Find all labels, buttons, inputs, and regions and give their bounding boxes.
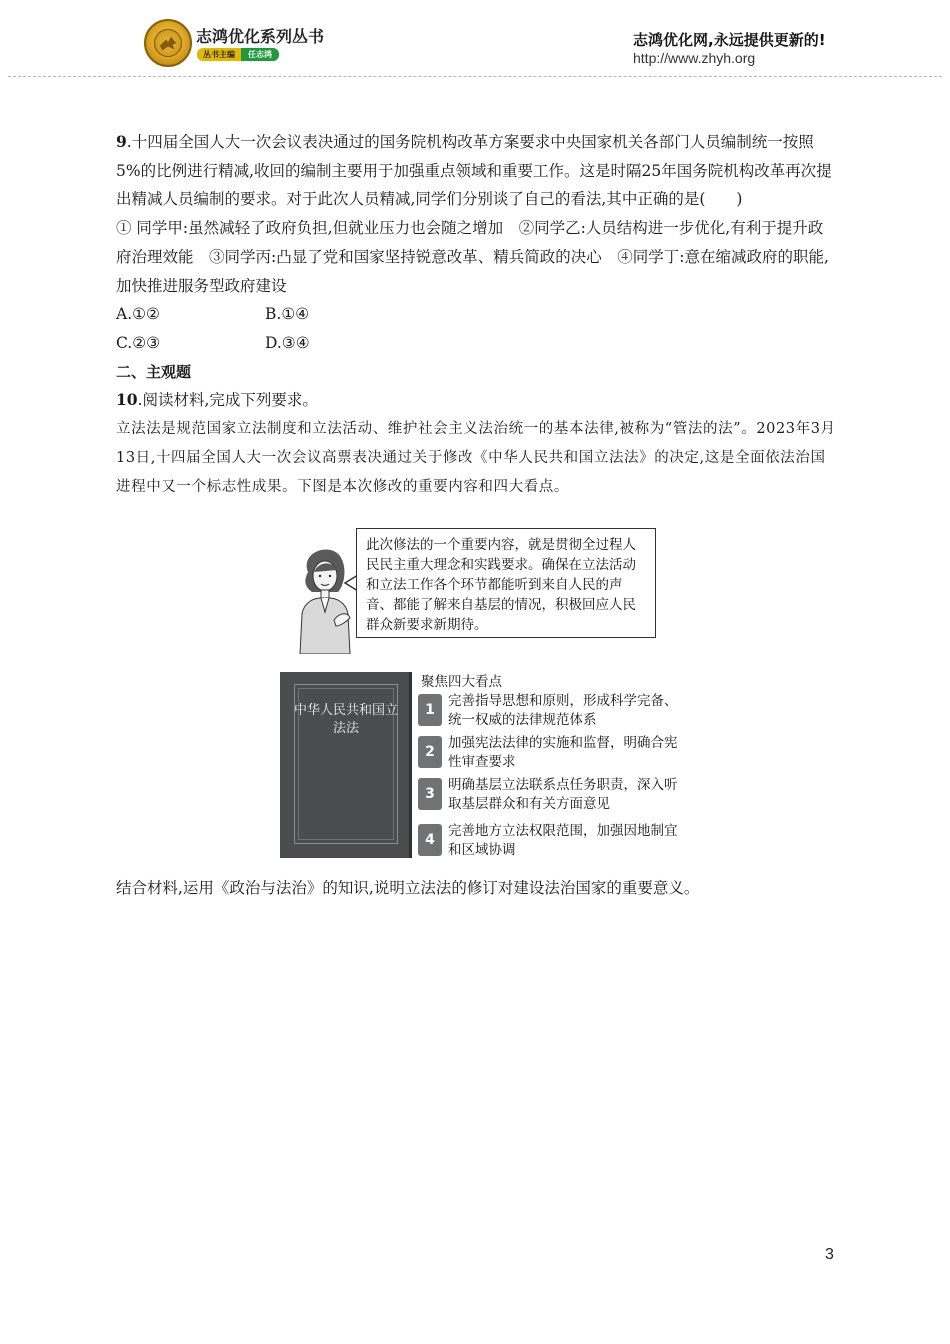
exam-content — [116, 128, 836, 502]
legislation-law-figure — [280, 526, 680, 861]
question-10-prompt — [116, 386, 836, 415]
site-url: http://www.zhyh.org — [633, 50, 756, 66]
option-c: C.②③ — [116, 333, 161, 352]
point-text: 完善地方立法权限范围，加强因地制宜和区域协调 — [448, 823, 678, 858]
speaking-woman-illustration — [290, 542, 360, 654]
series-title: 志鸿优化系列丛书 — [196, 27, 325, 46]
book-title: 中华人民共和国立法法 — [294, 703, 399, 736]
question-10-number: 10 — [116, 390, 138, 410]
question-9-number: 9 — [116, 132, 127, 151]
section-heading: 二、主观题 — [116, 362, 192, 381]
eagle-emblem-icon — [146, 21, 190, 65]
site-slogan: 志鸿优化网,永远提供更新的! — [633, 31, 826, 49]
series-editor-name: 任志鸿 — [241, 48, 279, 61]
point-number-badge: 3 — [418, 778, 442, 810]
question-9-options — [116, 300, 836, 357]
focus-point-2 — [418, 734, 680, 774]
point-number-badge: 4 — [418, 824, 442, 856]
point-text: 加强宪法法律的实施和监督，明确合宪性审查要求 — [448, 735, 678, 770]
point-text: 完善指导思想和原则，形成科学完备、统一权威的法律规范体系 — [448, 693, 678, 728]
point-text: 明确基层立法联系点任务职责，深入听取基层群众和有关方面意见 — [448, 777, 678, 812]
question-9-stem — [116, 128, 836, 214]
option-d: D.③④ — [265, 333, 310, 352]
focus-heading: 聚焦四大看点 — [421, 674, 502, 690]
question-9-statements: ① 同学甲:虽然减轻了政府负担,但就业压力也会随之增加 ②同学乙:人员结构进一步优化,有利于提升政府治理效能 ③同学丙:凸显了党和国家坚持锐意改革、精兵简政的决心 ④同学丁:意在缩减政府的职能,加快推进服务型政府建设 — [116, 219, 829, 295]
page-header — [0, 0, 950, 80]
speech-bubble: 此次修法的一个重要内容，就是贯彻全过程人民民主重大理念和实践要求。确保在立法活动和立法工作各个环节都能听到来自人民的声音、都能了解来自基层的情况，积极回应人民群众新要求新期待。 — [356, 528, 656, 638]
series-editor-badge — [197, 48, 279, 61]
focus-point-1 — [418, 692, 680, 732]
publisher-seal-logo — [144, 19, 192, 67]
focus-point-4 — [418, 822, 680, 862]
header-divider — [8, 76, 942, 77]
question-10-task: 结合材料,运用《政治与法治》的知识,说明立法法的修订对建设法治国家的重要意义。 — [116, 879, 700, 897]
option-a: A.①② — [116, 305, 160, 324]
point-number-badge: 1 — [418, 694, 442, 726]
point-number-badge: 2 — [418, 736, 442, 768]
option-b: B.①④ — [265, 305, 310, 324]
page-number: 3 — [825, 1246, 834, 1263]
question-10-text: .阅读材料,完成下列要求。 — [137, 391, 318, 410]
question-9-text: .十四届全国人大一次会议表决通过的国务院机构改革方案要求中央国家机关各部门人员编制统一按照5%的比例进行精减,收回的编制主要用于加强重点领域和重要工作。这是时隔25年国务院机构改革再次提出精减人员编制的要求。对于此次人员精减,同学们分别谈了自己的看法,其中正确的是( ) — [116, 133, 832, 209]
focus-point-3 — [418, 776, 680, 816]
series-editor-label: 丛书主编 — [197, 48, 241, 61]
question-10-material: 立法法是规范国家立法制度和立法活动、维护社会主义法治统一的基本法律,被称为“管法的法”。2023年3月13日,十四届全国人大一次会议高票表决通过关于修改《中华人民共和国立法法》的决定,这是全面依法治国进程中又一个标志性成果。下图是本次修改的重要内容和四大看点。 — [116, 421, 836, 495]
law-book-cover — [280, 672, 412, 858]
